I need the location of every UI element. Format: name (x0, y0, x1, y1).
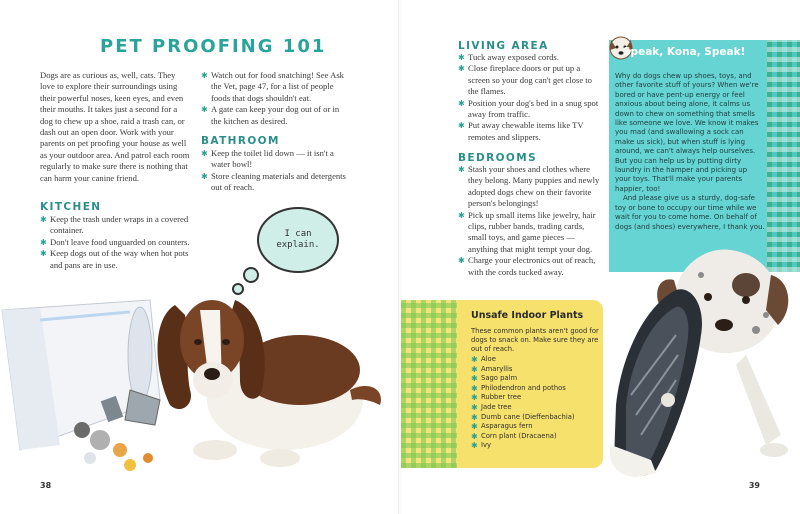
list-item: ✱ Watch out for food snatching! See Ask the Vet, page 47, for a list of people foods that dogs shouldn't eat. (201, 70, 344, 103)
plants-title: Unsafe Indoor Plants (471, 310, 584, 321)
living-area-list (458, 52, 600, 143)
list-item: ✱ Keep the toilet lid down — it isn't a water bowl! (201, 148, 334, 170)
bullet-star-icon: ✱ (471, 374, 478, 384)
list-item: ✱ Stash your shoes and clothes where they belong. Many puppies and newly adopted dogs chew on their favorite person's belongings! (458, 164, 600, 209)
intro-paragraph: Dogs are as curious as, well, cats. They love to explore their surroundings using their powerful noses, keen eyes, and even their mouths. It takes just a second for a dog to chew up a shoe, raid a trash can, or dash out an open door. Work with your parents on pet proofing your house as well as your outdoor area. And patrol each room regularly to make sure there is nothing that can harm your canine friend. (40, 70, 190, 183)
bullet-star-icon: ✱ (471, 431, 478, 441)
bullet-star-icon: ✱ (458, 98, 465, 108)
callout-paragraph: And please give us a sturdy, dog-safe toy or bone to occupy our time while we wait for you to come home. On behalf of dogs (and shoes) everywhere, I thank you. (615, 194, 765, 231)
page-title: PET PROOFING 101 (100, 36, 327, 57)
list-item: ✱ Charge your electronics out of reach, with the cords tucked away. (458, 255, 596, 277)
page-number: 39 (748, 481, 760, 490)
list-item: ✱ Tuck away exposed cords. (458, 52, 559, 62)
bullet-star-icon: ✱ (458, 256, 465, 266)
list-item: ✱ Position your dog's bed in a snug spot away from traffic. (458, 97, 599, 120)
left-page (0, 0, 399, 514)
bullet-star-icon: ✱ (471, 355, 478, 364)
bullet-star-icon: ✱ (458, 64, 465, 74)
kitchen-list (40, 214, 190, 271)
bullet-star-icon: ✱ (471, 402, 478, 412)
bullet-star-icon: ✱ (458, 121, 465, 131)
list-item: ✱ Put away chewable items like TV remotes and slippers. (458, 120, 584, 142)
list-item: ✱ Jade tree (471, 402, 512, 412)
list-item: ✱ Sago palm (471, 374, 518, 384)
bathroom-list (201, 148, 351, 194)
plants-list (471, 355, 601, 451)
list-item: ✱ Close fireplace doors or put up a screen so your dog can't get close to the flames. (458, 63, 592, 97)
bullet-star-icon: ✱ (40, 215, 47, 224)
bullet-star-icon: ✱ (201, 149, 208, 158)
list-item: ✱ Pick up small items like jewelry, hair clips, rubber bands, trading cards, small toys, and game pieces — anything that might tempt your dog. (458, 209, 596, 254)
thought-bubble-text: I can explain. (276, 229, 320, 250)
list-item: ✱ Corn plant (Dracaena) (471, 431, 557, 441)
kitchen-extra-list (201, 70, 351, 127)
callout-text (615, 72, 765, 232)
list-item: ✱ A gate can keep your dog out of or in the kitchen as desired. (201, 104, 340, 126)
list-item: ✱ Philodendron and pothos (471, 383, 566, 393)
bedrooms-heading: BEDROOMS (458, 152, 538, 164)
bullet-star-icon: ✱ (40, 249, 47, 259)
right-page (401, 0, 800, 514)
callout-gingham-pattern (767, 40, 800, 272)
bathroom-heading: BATHROOM (201, 135, 280, 147)
list-item: ✱ Ivy (471, 441, 492, 451)
living-area-heading: LIVING AREA (458, 40, 549, 52)
list-item: ✱ Amaryllis (471, 364, 513, 374)
bullet-star-icon: ✱ (201, 105, 208, 115)
puppy-sneaker-photo (606, 245, 796, 480)
list-item: ✱ Keep the trash under wraps in a covered container. (40, 214, 189, 236)
callout-paragraph: Why do dogs chew up shoes, toys, and other favorite stuff of yours? When we're bored or have pent-up energy or feel anxious about being alone, it calms us down to chew on something that smells like someone we love. We know it makes you mad (and swallowing a sock can make us sick), but when stuff is lying around, we can't always help ourselves. But you can help us by putting dirty laundry in the hamper and picking up your toys. That'll make your parents happier, too! (615, 72, 759, 193)
bullet-star-icon: ✱ (201, 171, 208, 181)
bullet-star-icon: ✱ (458, 165, 465, 174)
list-item: ✱ Don't leave food unguarded on counters. (40, 236, 190, 247)
bullet-star-icon: ✱ (471, 441, 478, 451)
list-item: ✱ Store cleaning materials and detergents out of reach. (201, 170, 346, 193)
kitchen-heading: KITCHEN (40, 201, 102, 213)
bullet-star-icon: ✱ (471, 412, 478, 422)
bullet-star-icon: ✱ (471, 383, 478, 393)
list-item: ✱ Rubber tree (471, 393, 522, 403)
list-item: ✱ Keep dogs out of the way when hot pots and pans are in use. (40, 248, 189, 270)
plants-intro: These common plants aren't good for dogs to snack on. Make sure they are out of reach. (471, 327, 599, 353)
bullet-star-icon: ✱ (471, 364, 478, 374)
bullet-star-icon: ✱ (458, 53, 465, 62)
list-item: ✱ Aloe (471, 355, 496, 364)
bullet-star-icon: ✱ (458, 210, 465, 220)
thought-bubble (257, 207, 339, 273)
callout-title: Speak, Kona, Speak! (623, 46, 746, 58)
bullet-star-icon: ✱ (471, 393, 478, 403)
basset-hound-trash-photo (0, 280, 399, 480)
page-number: 38 (40, 481, 52, 490)
bullet-star-icon: ✱ (201, 71, 208, 80)
bullet-star-icon: ✱ (471, 422, 478, 432)
plants-gingham-pattern (401, 300, 457, 468)
bullet-star-icon: ✱ (40, 237, 47, 247)
list-item: ✱ Asparagus fern (471, 422, 533, 432)
basset-hound-icon (158, 300, 381, 467)
list-item: ✱ Dumb cane (Dieffenbachia) (471, 412, 575, 422)
sneaker-icon (610, 289, 702, 477)
bedrooms-list (458, 164, 603, 278)
